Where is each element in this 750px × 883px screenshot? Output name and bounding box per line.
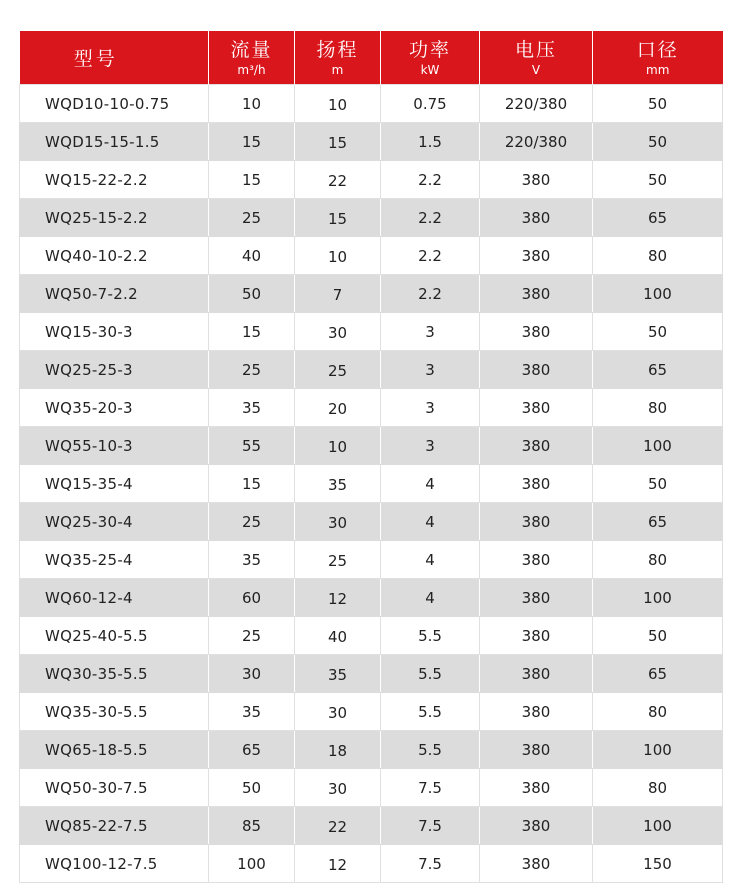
model-cell: WQ25-15-2.2 <box>20 199 209 237</box>
table-row <box>20 465 723 503</box>
head-cell: 10 <box>295 427 381 465</box>
model-cell: WQ30-35-5.5 <box>20 655 209 693</box>
power-cell: 5.5 <box>381 731 480 769</box>
header-head-unit: m <box>331 62 344 77</box>
voltage-cell: 380 <box>480 161 593 199</box>
flow-cell: 85 <box>209 807 295 845</box>
voltage-cell: 380 <box>480 465 593 503</box>
table-row <box>20 655 723 693</box>
flow-cell: 65 <box>209 731 295 769</box>
flow-cell: 15 <box>209 161 295 199</box>
model-cell: WQ50-30-7.5 <box>20 769 209 807</box>
diameter-cell: 80 <box>593 769 723 807</box>
header-model <box>20 31 209 85</box>
header-diameter-unit: mm <box>646 62 670 77</box>
power-cell: 4 <box>381 503 480 541</box>
head-cell: 35 <box>295 655 381 693</box>
flow-cell: 35 <box>209 541 295 579</box>
power-cell: 2.2 <box>381 161 480 199</box>
power-cell: 7.5 <box>381 769 480 807</box>
header-voltage-label: 电压 <box>514 38 557 61</box>
voltage-cell: 380 <box>480 389 593 427</box>
head-cell: 30 <box>295 313 381 351</box>
head-cell: 18 <box>295 731 381 769</box>
flow-cell: 40 <box>209 237 295 275</box>
power-cell: 2.2 <box>381 237 480 275</box>
model-cell: WQ85-22-7.5 <box>20 807 209 845</box>
head-cell: 30 <box>295 693 381 731</box>
model-cell: WQ60-12-4 <box>20 579 209 617</box>
diameter-cell: 50 <box>593 465 723 503</box>
table-row <box>20 123 723 161</box>
model-cell: WQ65-18-5.5 <box>20 731 209 769</box>
table-row <box>20 845 723 883</box>
flow-cell: 60 <box>209 579 295 617</box>
power-cell: 0.75 <box>381 85 480 123</box>
diameter-cell: 100 <box>593 731 723 769</box>
voltage-cell: 380 <box>480 845 593 883</box>
model-cell: WQ35-25-4 <box>20 541 209 579</box>
table-row <box>20 693 723 731</box>
model-cell: WQ40-10-2.2 <box>20 237 209 275</box>
table-row <box>20 313 723 351</box>
diameter-cell: 65 <box>593 655 723 693</box>
model-cell: WQ35-30-5.5 <box>20 693 209 731</box>
flow-cell: 15 <box>209 123 295 161</box>
pump-spec-table <box>19 31 723 883</box>
voltage-cell: 380 <box>480 237 593 275</box>
model-cell: WQ15-30-3 <box>20 313 209 351</box>
power-cell: 5.5 <box>381 693 480 731</box>
flow-cell: 25 <box>209 503 295 541</box>
diameter-cell: 100 <box>593 579 723 617</box>
power-cell: 4 <box>381 579 480 617</box>
table-row <box>20 199 723 237</box>
header-diameter <box>593 31 723 85</box>
diameter-cell: 65 <box>593 351 723 389</box>
head-cell: 20 <box>295 389 381 427</box>
diameter-cell: 50 <box>593 617 723 655</box>
head-cell: 10 <box>295 85 381 123</box>
power-cell: 4 <box>381 541 480 579</box>
diameter-cell: 80 <box>593 541 723 579</box>
model-cell: WQD15-15-1.5 <box>20 123 209 161</box>
table-row <box>20 503 723 541</box>
flow-cell: 50 <box>209 275 295 313</box>
table-row <box>20 807 723 845</box>
power-cell: 7.5 <box>381 845 480 883</box>
diameter-cell: 50 <box>593 123 723 161</box>
head-cell: 12 <box>295 579 381 617</box>
power-cell: 3 <box>381 351 480 389</box>
header-flow-label: 流量 <box>230 38 273 61</box>
table-row <box>20 541 723 579</box>
flow-cell: 25 <box>209 199 295 237</box>
head-cell: 7 <box>295 275 381 313</box>
head-cell: 15 <box>295 123 381 161</box>
voltage-cell: 380 <box>480 199 593 237</box>
flow-cell: 50 <box>209 769 295 807</box>
voltage-cell: 380 <box>480 617 593 655</box>
head-cell: 25 <box>295 541 381 579</box>
head-cell: 22 <box>295 807 381 845</box>
header-power-label: 功率 <box>408 38 451 61</box>
header-power-unit: kW <box>420 62 440 77</box>
head-cell: 15 <box>295 199 381 237</box>
power-cell: 5.5 <box>381 617 480 655</box>
flow-cell: 30 <box>209 655 295 693</box>
head-cell: 25 <box>295 351 381 389</box>
diameter-cell: 100 <box>593 427 723 465</box>
model-cell: WQ25-30-4 <box>20 503 209 541</box>
model-cell: WQ100-12-7.5 <box>20 845 209 883</box>
flow-cell: 55 <box>209 427 295 465</box>
voltage-cell: 380 <box>480 427 593 465</box>
power-cell: 3 <box>381 389 480 427</box>
model-cell: WQ25-40-5.5 <box>20 617 209 655</box>
flow-cell: 35 <box>209 693 295 731</box>
diameter-cell: 50 <box>593 85 723 123</box>
table-row <box>20 351 723 389</box>
table-row <box>20 427 723 465</box>
header-flow-unit: m³/h <box>237 62 266 77</box>
model-cell: WQ55-10-3 <box>20 427 209 465</box>
diameter-cell: 80 <box>593 693 723 731</box>
voltage-cell: 380 <box>480 579 593 617</box>
power-cell: 3 <box>381 427 480 465</box>
power-cell: 4 <box>381 465 480 503</box>
model-cell: WQ25-25-3 <box>20 351 209 389</box>
voltage-cell: 380 <box>480 693 593 731</box>
header-head <box>295 31 381 85</box>
flow-cell: 25 <box>209 617 295 655</box>
voltage-cell: 380 <box>480 655 593 693</box>
table-row <box>20 275 723 313</box>
header-power <box>381 31 480 85</box>
diameter-cell: 50 <box>593 161 723 199</box>
head-cell: 12 <box>295 845 381 883</box>
header-flow <box>209 31 295 85</box>
diameter-cell: 50 <box>593 313 723 351</box>
flow-cell: 25 <box>209 351 295 389</box>
voltage-cell: 380 <box>480 769 593 807</box>
voltage-cell: 380 <box>480 351 593 389</box>
diameter-cell: 100 <box>593 275 723 313</box>
model-cell: WQ35-20-3 <box>20 389 209 427</box>
power-cell: 3 <box>381 313 480 351</box>
header-model-label: 型号 <box>73 48 118 70</box>
voltage-cell: 380 <box>480 313 593 351</box>
diameter-cell: 80 <box>593 389 723 427</box>
diameter-cell: 150 <box>593 845 723 883</box>
flow-cell: 100 <box>209 845 295 883</box>
flow-cell: 10 <box>209 85 295 123</box>
table-row <box>20 161 723 199</box>
model-cell: WQ15-22-2.2 <box>20 161 209 199</box>
flow-cell: 35 <box>209 389 295 427</box>
voltage-cell: 380 <box>480 275 593 313</box>
voltage-cell: 380 <box>480 503 593 541</box>
head-cell: 35 <box>295 465 381 503</box>
model-cell: WQ50-7-2.2 <box>20 275 209 313</box>
diameter-cell: 65 <box>593 199 723 237</box>
table-row <box>20 389 723 427</box>
head-cell: 30 <box>295 503 381 541</box>
table-row <box>20 237 723 275</box>
diameter-cell: 100 <box>593 807 723 845</box>
table-header <box>20 31 723 85</box>
model-cell: WQD10-10-0.75 <box>20 85 209 123</box>
table-row <box>20 731 723 769</box>
head-cell: 10 <box>295 237 381 275</box>
header-diameter-label: 口径 <box>636 38 679 61</box>
power-cell: 5.5 <box>381 655 480 693</box>
voltage-cell: 220/380 <box>480 123 593 161</box>
flow-cell: 15 <box>209 465 295 503</box>
power-cell: 2.2 <box>381 275 480 313</box>
header-voltage-unit: V <box>531 62 541 77</box>
header-head-label: 扬程 <box>316 38 359 61</box>
voltage-cell: 380 <box>480 731 593 769</box>
voltage-cell: 380 <box>480 807 593 845</box>
head-cell: 30 <box>295 769 381 807</box>
table-row <box>20 579 723 617</box>
table-body <box>20 85 723 883</box>
head-cell: 40 <box>295 617 381 655</box>
flow-cell: 15 <box>209 313 295 351</box>
voltage-cell: 380 <box>480 541 593 579</box>
diameter-cell: 65 <box>593 503 723 541</box>
power-cell: 1.5 <box>381 123 480 161</box>
model-cell: WQ15-35-4 <box>20 465 209 503</box>
table-row <box>20 85 723 123</box>
head-cell: 22 <box>295 161 381 199</box>
voltage-cell: 220/380 <box>480 85 593 123</box>
table-row <box>20 769 723 807</box>
table-row <box>20 617 723 655</box>
power-cell: 2.2 <box>381 199 480 237</box>
header-row <box>20 31 723 85</box>
power-cell: 7.5 <box>381 807 480 845</box>
header-voltage <box>480 31 593 85</box>
diameter-cell: 80 <box>593 237 723 275</box>
